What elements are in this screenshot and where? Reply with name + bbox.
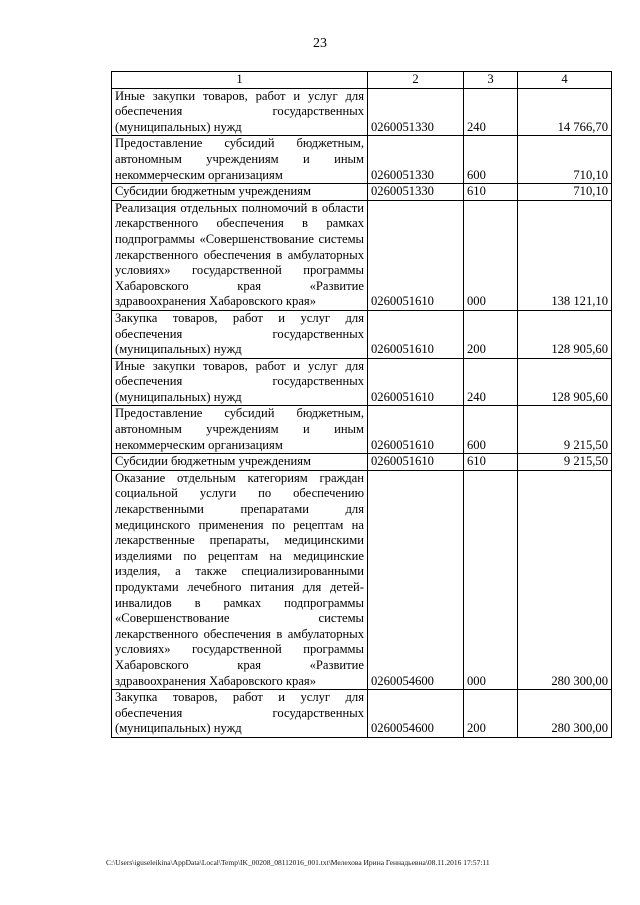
row-sum-cell: 710,10 (518, 184, 612, 201)
row-name-cell: Иные закупки товаров, работ и услуг для обеспечения государственных (муниципальных) нужд (112, 358, 368, 406)
row-code-cell: 0260051610 (368, 200, 464, 310)
row-sum-cell: 128 905,60 (518, 358, 612, 406)
column-header: 3 (464, 72, 518, 89)
row-sum-cell: 138 121,10 (518, 200, 612, 310)
column-header: 2 (368, 72, 464, 89)
row-name-cell: Закупка товаров, работ и услуг для обеспечения государственных (муниципальных) нужд (112, 310, 368, 358)
row-expense-type-cell: 200 (464, 690, 518, 738)
row-sum-cell: 128 905,60 (518, 310, 612, 358)
table-row (112, 454, 612, 471)
row-expense-type-cell: 000 (464, 200, 518, 310)
row-sum-cell: 710,10 (518, 136, 612, 184)
column-header: 1 (112, 72, 368, 89)
row-code-cell: 0260051610 (368, 358, 464, 406)
table-row (112, 470, 612, 689)
row-code-cell: 0260051610 (368, 406, 464, 454)
row-sum-cell: 14 766,70 (518, 88, 612, 136)
row-expense-type-cell: 610 (464, 184, 518, 201)
row-name-cell: Предоставление субсидий бюджетным, автономным учреждениям и иным некоммерческим организациям (112, 136, 368, 184)
table-row (112, 200, 612, 310)
page-number: 23 (313, 36, 327, 51)
table-row (112, 690, 612, 738)
row-expense-type-cell: 200 (464, 310, 518, 358)
row-name-cell: Субсидии бюджетным учреждениям (112, 454, 368, 471)
row-name-cell: Закупка товаров, работ и услуг для обеспечения государственных (муниципальных) нужд (112, 690, 368, 738)
table-row (112, 136, 612, 184)
table-row (112, 358, 612, 406)
row-expense-type-cell: 600 (464, 136, 518, 184)
table-row (112, 184, 612, 201)
row-code-cell: 0260051330 (368, 88, 464, 136)
row-sum-cell: 280 300,00 (518, 690, 612, 738)
column-header: 4 (518, 72, 612, 89)
row-code-cell: 0260051610 (368, 454, 464, 471)
row-expense-type-cell: 240 (464, 88, 518, 136)
row-name-cell: Субсидии бюджетным учреждениям (112, 184, 368, 201)
row-name-cell: Предоставление субсидий бюджетным, автономным учреждениям и иным некоммерческим организациям (112, 406, 368, 454)
table-row (112, 406, 612, 454)
header-row (112, 72, 612, 89)
row-sum-cell: 9 215,50 (518, 406, 612, 454)
row-code-cell: 0260054600 (368, 690, 464, 738)
table-row (112, 310, 612, 358)
footer-file-path: C:\Users\iguseleikina\AppData\Local\Temp\IK_00208_08112016_001.txt\Мелехова Ирина Геннадьевна\08.11.2016 17:57:11 (106, 858, 490, 867)
row-code-cell: 0260051330 (368, 136, 464, 184)
row-code-cell: 0260051610 (368, 310, 464, 358)
row-code-cell: 0260054600 (368, 470, 464, 689)
row-expense-type-cell: 240 (464, 358, 518, 406)
table-row (112, 88, 612, 136)
row-code-cell: 0260051330 (368, 184, 464, 201)
row-name-cell: Реализация отдельных полномочий в области лекарственного обеспечения в рамках подпрограммы «Совершенствование системы лекарственного обеспечения в амбулаторных условиях» государственной программы Хабаровского края «Развитие здравоохранения Хабаровского края» (112, 200, 368, 310)
budget-table (111, 71, 612, 738)
row-sum-cell: 9 215,50 (518, 454, 612, 471)
row-expense-type-cell: 600 (464, 406, 518, 454)
row-expense-type-cell: 610 (464, 454, 518, 471)
row-name-cell: Иные закупки товаров, работ и услуг для обеспечения государственных (муниципальных) нужд (112, 88, 368, 136)
row-name-cell: Оказание отдельным категориям граждан социальной услуги по обеспечению лекарственными препаратами для медицинского применения по рецептам на лекарственные препараты, медицинскими изделиями по рецептам на медицинские изделия, а также специализированными продуктами лечебного питания для детей-инвалидов в рамках подпрограммы «Совершенствование системы лекарственного обеспечения в амбулаторных условиях» государственной программы Хабаровского края «Развитие здравоохранения Хабаровского края» (112, 470, 368, 689)
row-expense-type-cell: 000 (464, 470, 518, 689)
row-sum-cell: 280 300,00 (518, 470, 612, 689)
